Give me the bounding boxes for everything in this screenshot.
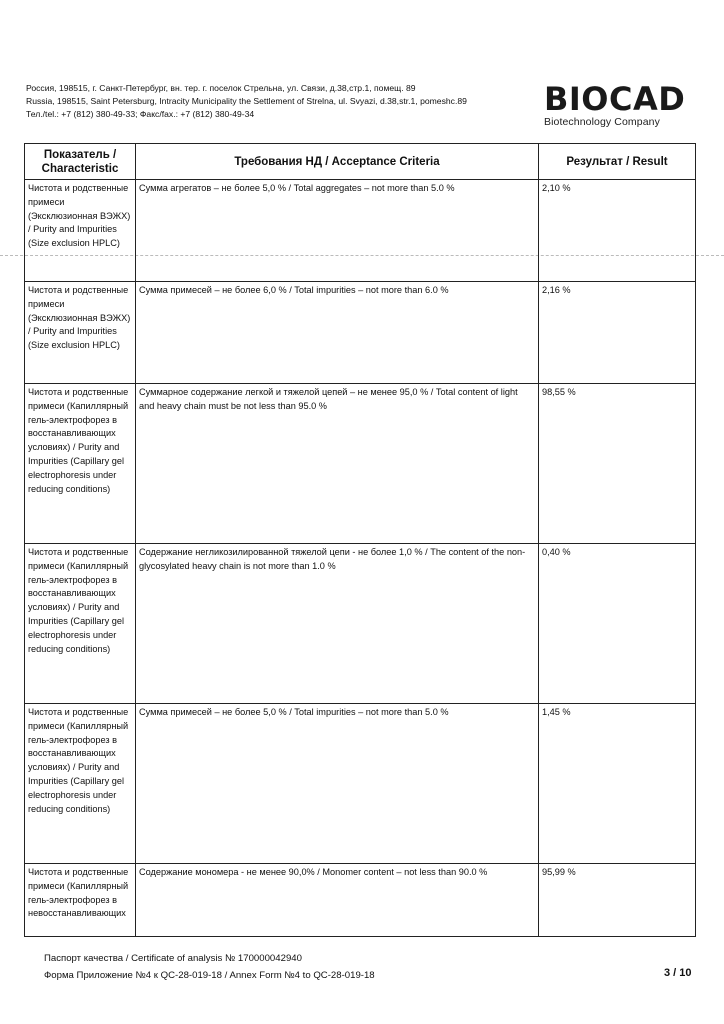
cell-criteria: Сумма агрегатов – не более 5,0 % / Total aggregates – not more than 5.0 % <box>136 180 539 282</box>
cell-criteria: Сумма примесей – не более 5,0 % / Total impurities – not more than 5.0 % <box>136 704 539 864</box>
cell-result: 1,45 % <box>539 704 696 864</box>
cell-characteristic: Чистота и родственные примеси (Капиллярный гель-электрофорез в восстанавливающих условиях) / Purity and Impurities (Capillary gel electrophoresis under reducing conditions) <box>25 384 136 544</box>
cell-criteria: Содержание негликозилированной тяжелой цепи - не более 1,0 % / The content of the non-glycosylated heavy chain is not more than 1.0 % <box>136 544 539 704</box>
table-row <box>25 544 696 704</box>
table-row <box>25 864 696 937</box>
cell-criteria: Суммарное содержание легкой и тяжелой цепей – не менее 95,0 % / Total content of light and heavy chain must be not less than 95.0 % <box>136 384 539 544</box>
cell-characteristic: Чистота и родственные примеси (Эксклюзионная ВЭЖХ) / Purity and Impurities (Size exclusion HPLC) <box>25 282 136 384</box>
table-row <box>25 282 696 384</box>
biocad-logo <box>544 80 694 128</box>
address-line-ru: Россия, 198515, г. Санкт-Петербург, вн. тер. г. поселок Стрельна, ул. Связи, д.38,стр.1, помещ. 89 <box>26 83 416 93</box>
header-characteristic: Показатель / Characteristic <box>25 144 136 180</box>
page-number: 3 / 10 <box>664 967 692 979</box>
cell-characteristic: Чистота и родственные примеси (Эксклюзионная ВЭЖХ) / Purity and Impurities (Size exclusion HPLC) <box>25 180 136 282</box>
cell-result: 2,16 % <box>539 282 696 384</box>
address-line-en: Russia, 198515, Saint Petersburg, Intracity Municipality the Settlement of Strelna, ul. Svyazi, d.38,str.1, pomeshc.89 <box>26 96 467 106</box>
cell-characteristic: Чистота и родственные примеси (Капиллярный гель-электрофорез в восстанавливающих условиях) / Purity and Impurities (Capillary gel electrophoresis under reducing conditions) <box>25 704 136 864</box>
certificate-number: Паспорт качества / Certificate of analysis № 170000042940 <box>44 953 302 964</box>
results-table <box>24 143 696 937</box>
logo-wordmark: BIOCAD <box>544 80 686 118</box>
cell-result: 95,99 % <box>539 864 696 937</box>
cell-characteristic: Чистота и родственные примеси (Капиллярный гель-электрофорез в невосстанавливающих <box>25 864 136 937</box>
logo-subtitle: Biotechnology Company <box>544 116 660 128</box>
company-address <box>26 82 467 121</box>
header-acceptance-criteria: Требования НД / Acceptance Criteria <box>136 144 539 180</box>
phone-fax-line: Тел./tel.: +7 (812) 380-49-33; Факс/fax.: +7 (812) 380-49-34 <box>26 109 255 119</box>
header-result: Результат / Result <box>539 144 696 180</box>
table-row <box>25 704 696 864</box>
cell-criteria: Содержание мономера - не менее 90,0% / Monomer content – not less than 90.0 % <box>136 864 539 937</box>
table-row <box>25 384 696 544</box>
table-row <box>25 180 696 282</box>
cell-result: 0,40 % <box>539 544 696 704</box>
table-header-row <box>25 144 696 180</box>
cell-criteria: Сумма примесей – не более 6,0 % / Total impurities – not more than 6.0 % <box>136 282 539 384</box>
cell-result: 2,10 % <box>539 180 696 282</box>
form-reference: Форма Приложение №4 к QC-28-019-18 / Annex Form №4 to QC-28-019-18 <box>44 970 375 981</box>
document-footer <box>44 950 375 984</box>
cell-characteristic: Чистота и родственные примеси (Капиллярный гель-электрофорез в восстанавливающих условиях) / Purity and Impurities (Capillary gel electrophoresis under reducing conditions) <box>25 544 136 704</box>
cell-result: 98,55 % <box>539 384 696 544</box>
